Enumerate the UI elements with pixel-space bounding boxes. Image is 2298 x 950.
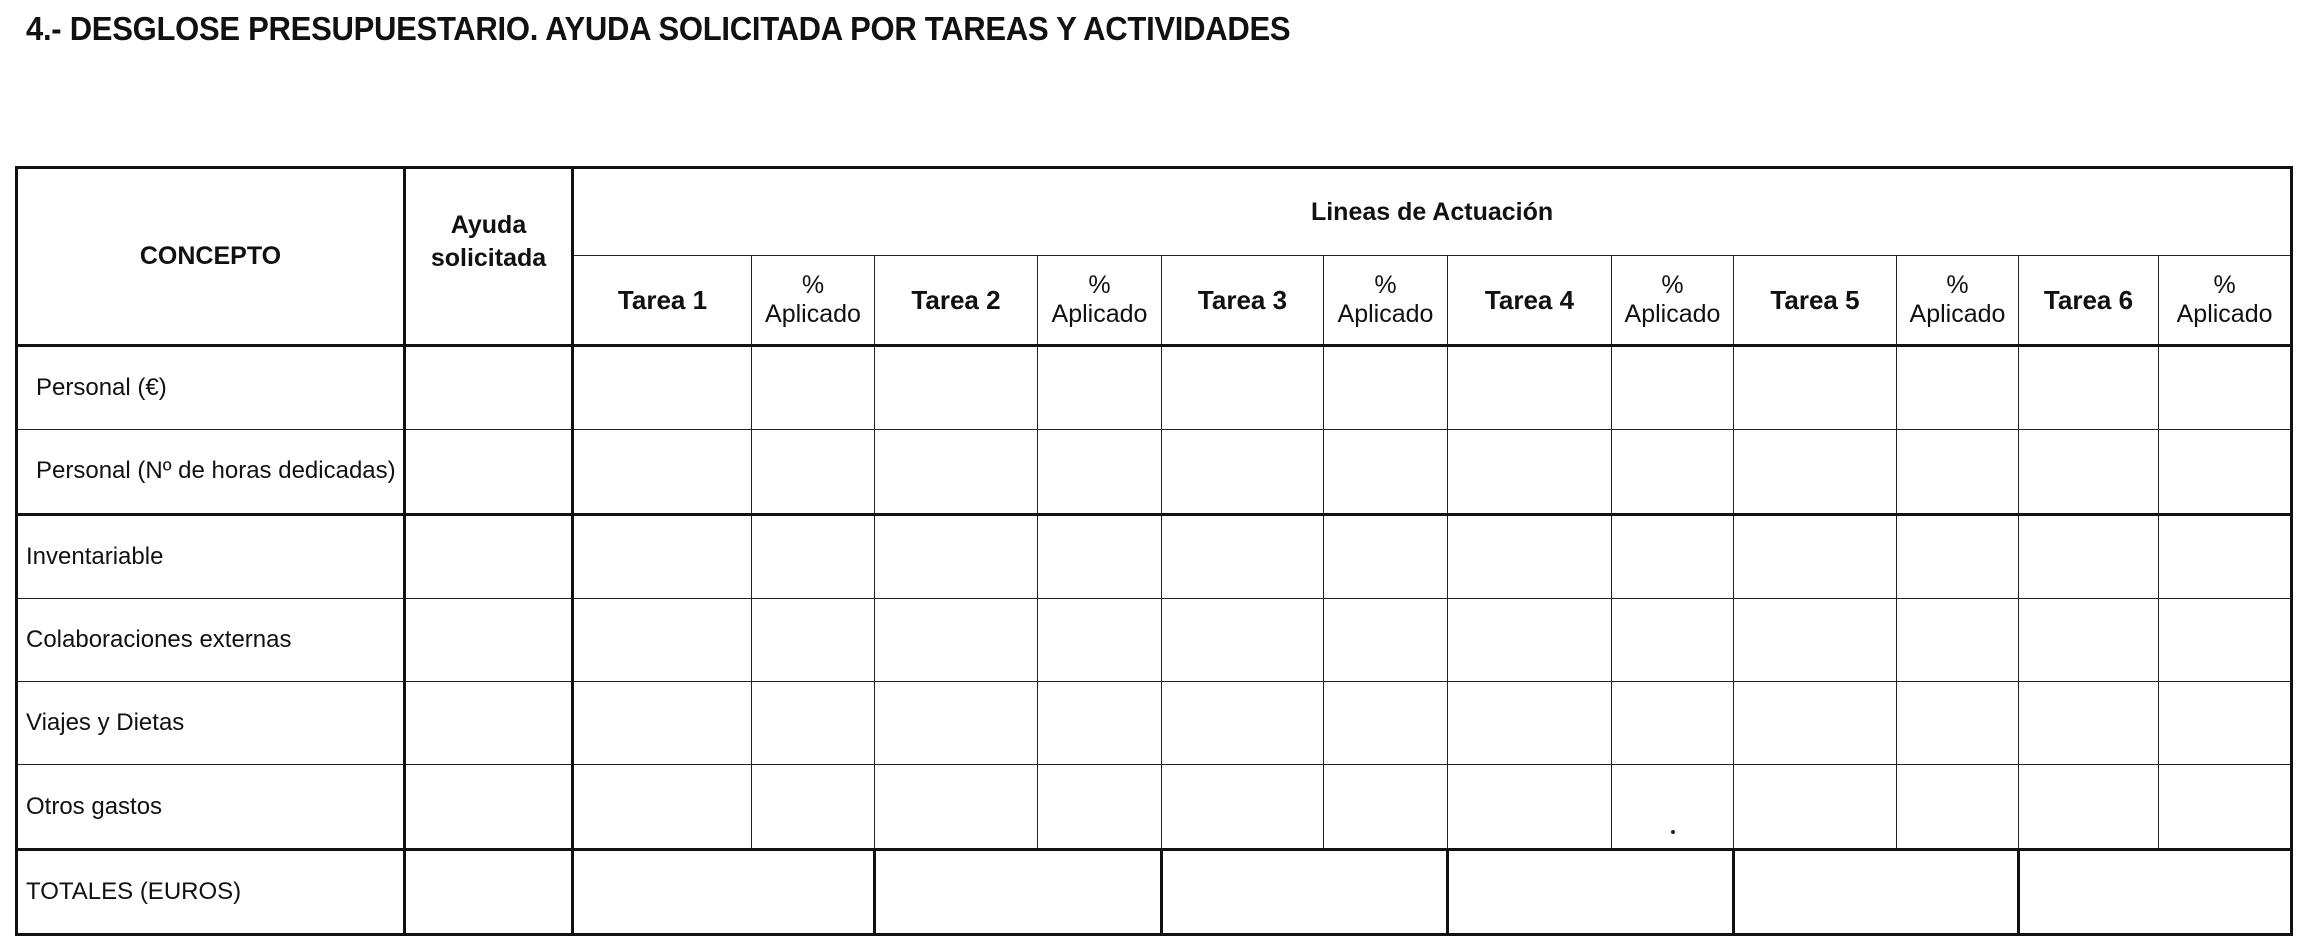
aplicado-label: Aplicado (2176, 300, 2273, 328)
header-ayuda-line1: Ayuda (450, 210, 527, 239)
tarea-1-cell[interactable] (573, 598, 752, 681)
pct-aplicado-3-cell[interactable] (1324, 682, 1448, 765)
pct-aplicado-6-cell[interactable] (2159, 682, 2292, 765)
aplicado-label: Aplicado (765, 300, 861, 328)
tarea-1-cell[interactable] (573, 514, 752, 598)
tarea-1-cell[interactable] (573, 346, 752, 430)
pct-aplicado-3-cell[interactable] (1324, 346, 1448, 430)
tarea-1-cell[interactable] (573, 430, 752, 514)
pct-aplicado-5-cell[interactable] (1897, 514, 2019, 598)
header-lineas-de-actuacion: Lineas de Actuación (573, 168, 2292, 256)
pct-aplicado-5-cell[interactable] (1897, 346, 2019, 430)
tarea-3-cell[interactable] (1162, 514, 1324, 598)
row-label: Viajes y Dietas (17, 682, 405, 765)
pct-aplicado-4-cell[interactable] (1612, 598, 1734, 681)
header-tarea-3: Tarea 3 (1162, 256, 1324, 346)
pct-aplicado-2-cell[interactable] (1038, 346, 1162, 430)
pct-aplicado-3-cell[interactable] (1324, 514, 1448, 598)
pct-aplicado-3-cell[interactable] (1324, 430, 1448, 514)
pct-aplicado-2-cell[interactable] (1038, 682, 1162, 765)
page-title: 4.- DESGLOSE PRESUPUESTARIO. AYUDA SOLICITADA POR TAREAS Y ACTIVIDADES (26, 10, 1291, 47)
pct-aplicado-6-cell[interactable] (2159, 514, 2292, 598)
row-label: Otros gastos (17, 765, 405, 849)
total-tarea-6-cell[interactable] (2019, 849, 2292, 934)
pct-symbol: % (1374, 271, 1397, 299)
pct-symbol: % (801, 271, 825, 299)
tarea-6-cell[interactable] (2019, 514, 2159, 598)
total-tarea-2-cell[interactable] (875, 849, 1162, 934)
pct-aplicado-5-cell[interactable] (1897, 430, 2019, 514)
pct-aplicado-5-cell[interactable] (1897, 682, 2019, 765)
tarea-5-cell[interactable] (1734, 682, 1897, 765)
tarea-3-cell[interactable] (1162, 682, 1324, 765)
tarea-6-cell[interactable] (2019, 765, 2159, 849)
tarea-5-cell[interactable] (1734, 598, 1897, 681)
pct-aplicado-6-cell[interactable] (2159, 430, 2292, 514)
row-label: Personal (Nº de horas dedicadas) (17, 430, 405, 514)
ayuda-solicitada-cell[interactable] (405, 765, 573, 849)
pct-symbol: % (1946, 271, 1969, 299)
table-row (17, 346, 2292, 430)
header-pct-aplicado-2 (1038, 256, 1162, 346)
tarea-6-cell[interactable] (2019, 682, 2159, 765)
header-concepto: CONCEPTO (17, 168, 405, 346)
pct-aplicado-4-cell[interactable] (1612, 682, 1734, 765)
aplicado-label: Aplicado (1624, 300, 1721, 328)
row-label: Colaboraciones externas (17, 598, 405, 681)
header-tarea-4: Tarea 4 (1448, 256, 1612, 346)
pct-aplicado-3-cell[interactable] (1324, 598, 1448, 681)
ayuda-solicitada-cell[interactable] (405, 598, 573, 681)
total-ayuda-cell[interactable] (405, 849, 573, 934)
tarea-6-cell[interactable] (2019, 598, 2159, 681)
header-pct-aplicado-1 (752, 256, 875, 346)
pct-aplicado-3-cell[interactable] (1324, 765, 1448, 849)
header-pct-aplicado-6 (2159, 256, 2292, 346)
header-pct-aplicado-3 (1324, 256, 1448, 346)
table-row (17, 514, 2292, 598)
pct-aplicado-2-cell[interactable] (1038, 514, 1162, 598)
tarea-4-cell[interactable] (1448, 514, 1612, 598)
header-pct-aplicado-4 (1612, 256, 1734, 346)
tarea-4-cell[interactable] (1448, 346, 1612, 430)
pct-aplicado-2-cell[interactable] (1038, 430, 1162, 514)
tarea-5-cell[interactable] (1734, 346, 1897, 430)
tarea-3-cell[interactable] (1162, 765, 1324, 849)
tarea-6-cell[interactable] (2019, 430, 2159, 514)
header-ayuda-line2: solicitada (430, 243, 547, 272)
tarea-3-cell[interactable] (1162, 598, 1324, 681)
pct-aplicado-6-cell[interactable] (2159, 765, 2292, 849)
table-row (17, 430, 2292, 514)
tarea-2-cell[interactable] (875, 765, 1038, 849)
aplicado-label: Aplicado (1337, 300, 1434, 328)
ayuda-solicitada-cell[interactable] (405, 514, 573, 598)
tarea-5-cell[interactable] (1734, 765, 1897, 849)
total-tarea-4-cell[interactable] (1448, 849, 1734, 934)
pct-aplicado-1-cell[interactable] (752, 514, 875, 598)
total-tarea-3-cell[interactable] (1162, 849, 1448, 934)
pct-aplicado-1-cell[interactable] (752, 765, 875, 849)
tarea-6-cell[interactable] (2019, 346, 2159, 430)
tarea-2-cell[interactable] (875, 682, 1038, 765)
pct-aplicado-5-cell[interactable] (1897, 598, 2019, 681)
pct-aplicado-2-cell[interactable] (1038, 765, 1162, 849)
table-row (17, 765, 2292, 849)
pct-aplicado-1-cell[interactable] (752, 682, 875, 765)
pct-aplicado-1-cell[interactable] (752, 346, 875, 430)
header-pct-aplicado-5 (1897, 256, 2019, 346)
budget-breakdown-table (15, 166, 2293, 936)
pct-aplicado-4-cell[interactable] (1612, 514, 1734, 598)
tarea-4-cell[interactable] (1448, 598, 1612, 681)
pct-symbol: % (2213, 271, 2236, 299)
pct-aplicado-4-cell[interactable] (1612, 346, 1734, 430)
table-row (17, 598, 2292, 681)
totals-label: TOTALES (EUROS) (17, 849, 405, 934)
row-label: Personal (€) (17, 346, 405, 430)
tarea-5-cell[interactable] (1734, 514, 1897, 598)
aplicado-label: Aplicado (1051, 300, 1148, 328)
pct-aplicado-5-cell[interactable] (1897, 765, 2019, 849)
pct-aplicado-6-cell[interactable] (2159, 346, 2292, 430)
totals-row (17, 849, 2292, 934)
header-tarea-2: Tarea 2 (875, 256, 1038, 346)
tarea-4-cell[interactable] (1448, 430, 1612, 514)
tarea-4-cell[interactable] (1448, 682, 1612, 765)
table-row (17, 682, 2292, 765)
header-ayuda-solicitada (405, 168, 573, 346)
ayuda-solicitada-cell[interactable] (405, 682, 573, 765)
tarea-3-cell[interactable] (1162, 430, 1324, 514)
ayuda-solicitada-cell[interactable] (405, 430, 573, 514)
tarea-1-cell[interactable] (573, 765, 752, 849)
pct-aplicado-6-cell[interactable] (2159, 598, 2292, 681)
tarea-1-cell[interactable] (573, 682, 752, 765)
header-tarea-5: Tarea 5 (1734, 256, 1897, 346)
ayuda-solicitada-cell[interactable] (405, 346, 573, 430)
pct-symbol: % (1661, 271, 1684, 299)
tarea-4-cell[interactable] (1448, 765, 1612, 849)
tarea-5-cell[interactable] (1734, 430, 1897, 514)
pct-aplicado-4-cell[interactable] (1612, 765, 1734, 849)
stray-mark (1671, 830, 1675, 834)
pct-aplicado-2-cell[interactable] (1038, 598, 1162, 681)
pct-aplicado-1-cell[interactable] (752, 430, 875, 514)
tarea-2-cell[interactable] (875, 514, 1038, 598)
total-tarea-5-cell[interactable] (1734, 849, 2019, 934)
aplicado-label: Aplicado (1909, 300, 2006, 328)
tarea-2-cell[interactable] (875, 430, 1038, 514)
total-tarea-1-cell[interactable] (573, 849, 875, 934)
header-tarea-6: Tarea 6 (2019, 256, 2159, 346)
tarea-2-cell[interactable] (875, 346, 1038, 430)
tarea-3-cell[interactable] (1162, 346, 1324, 430)
pct-symbol: % (1088, 271, 1111, 299)
header-tarea-1: Tarea 1 (573, 256, 752, 346)
row-label: Inventariable (17, 514, 405, 598)
pct-aplicado-1-cell[interactable] (752, 598, 875, 681)
pct-aplicado-4-cell[interactable] (1612, 430, 1734, 514)
tarea-2-cell[interactable] (875, 598, 1038, 681)
